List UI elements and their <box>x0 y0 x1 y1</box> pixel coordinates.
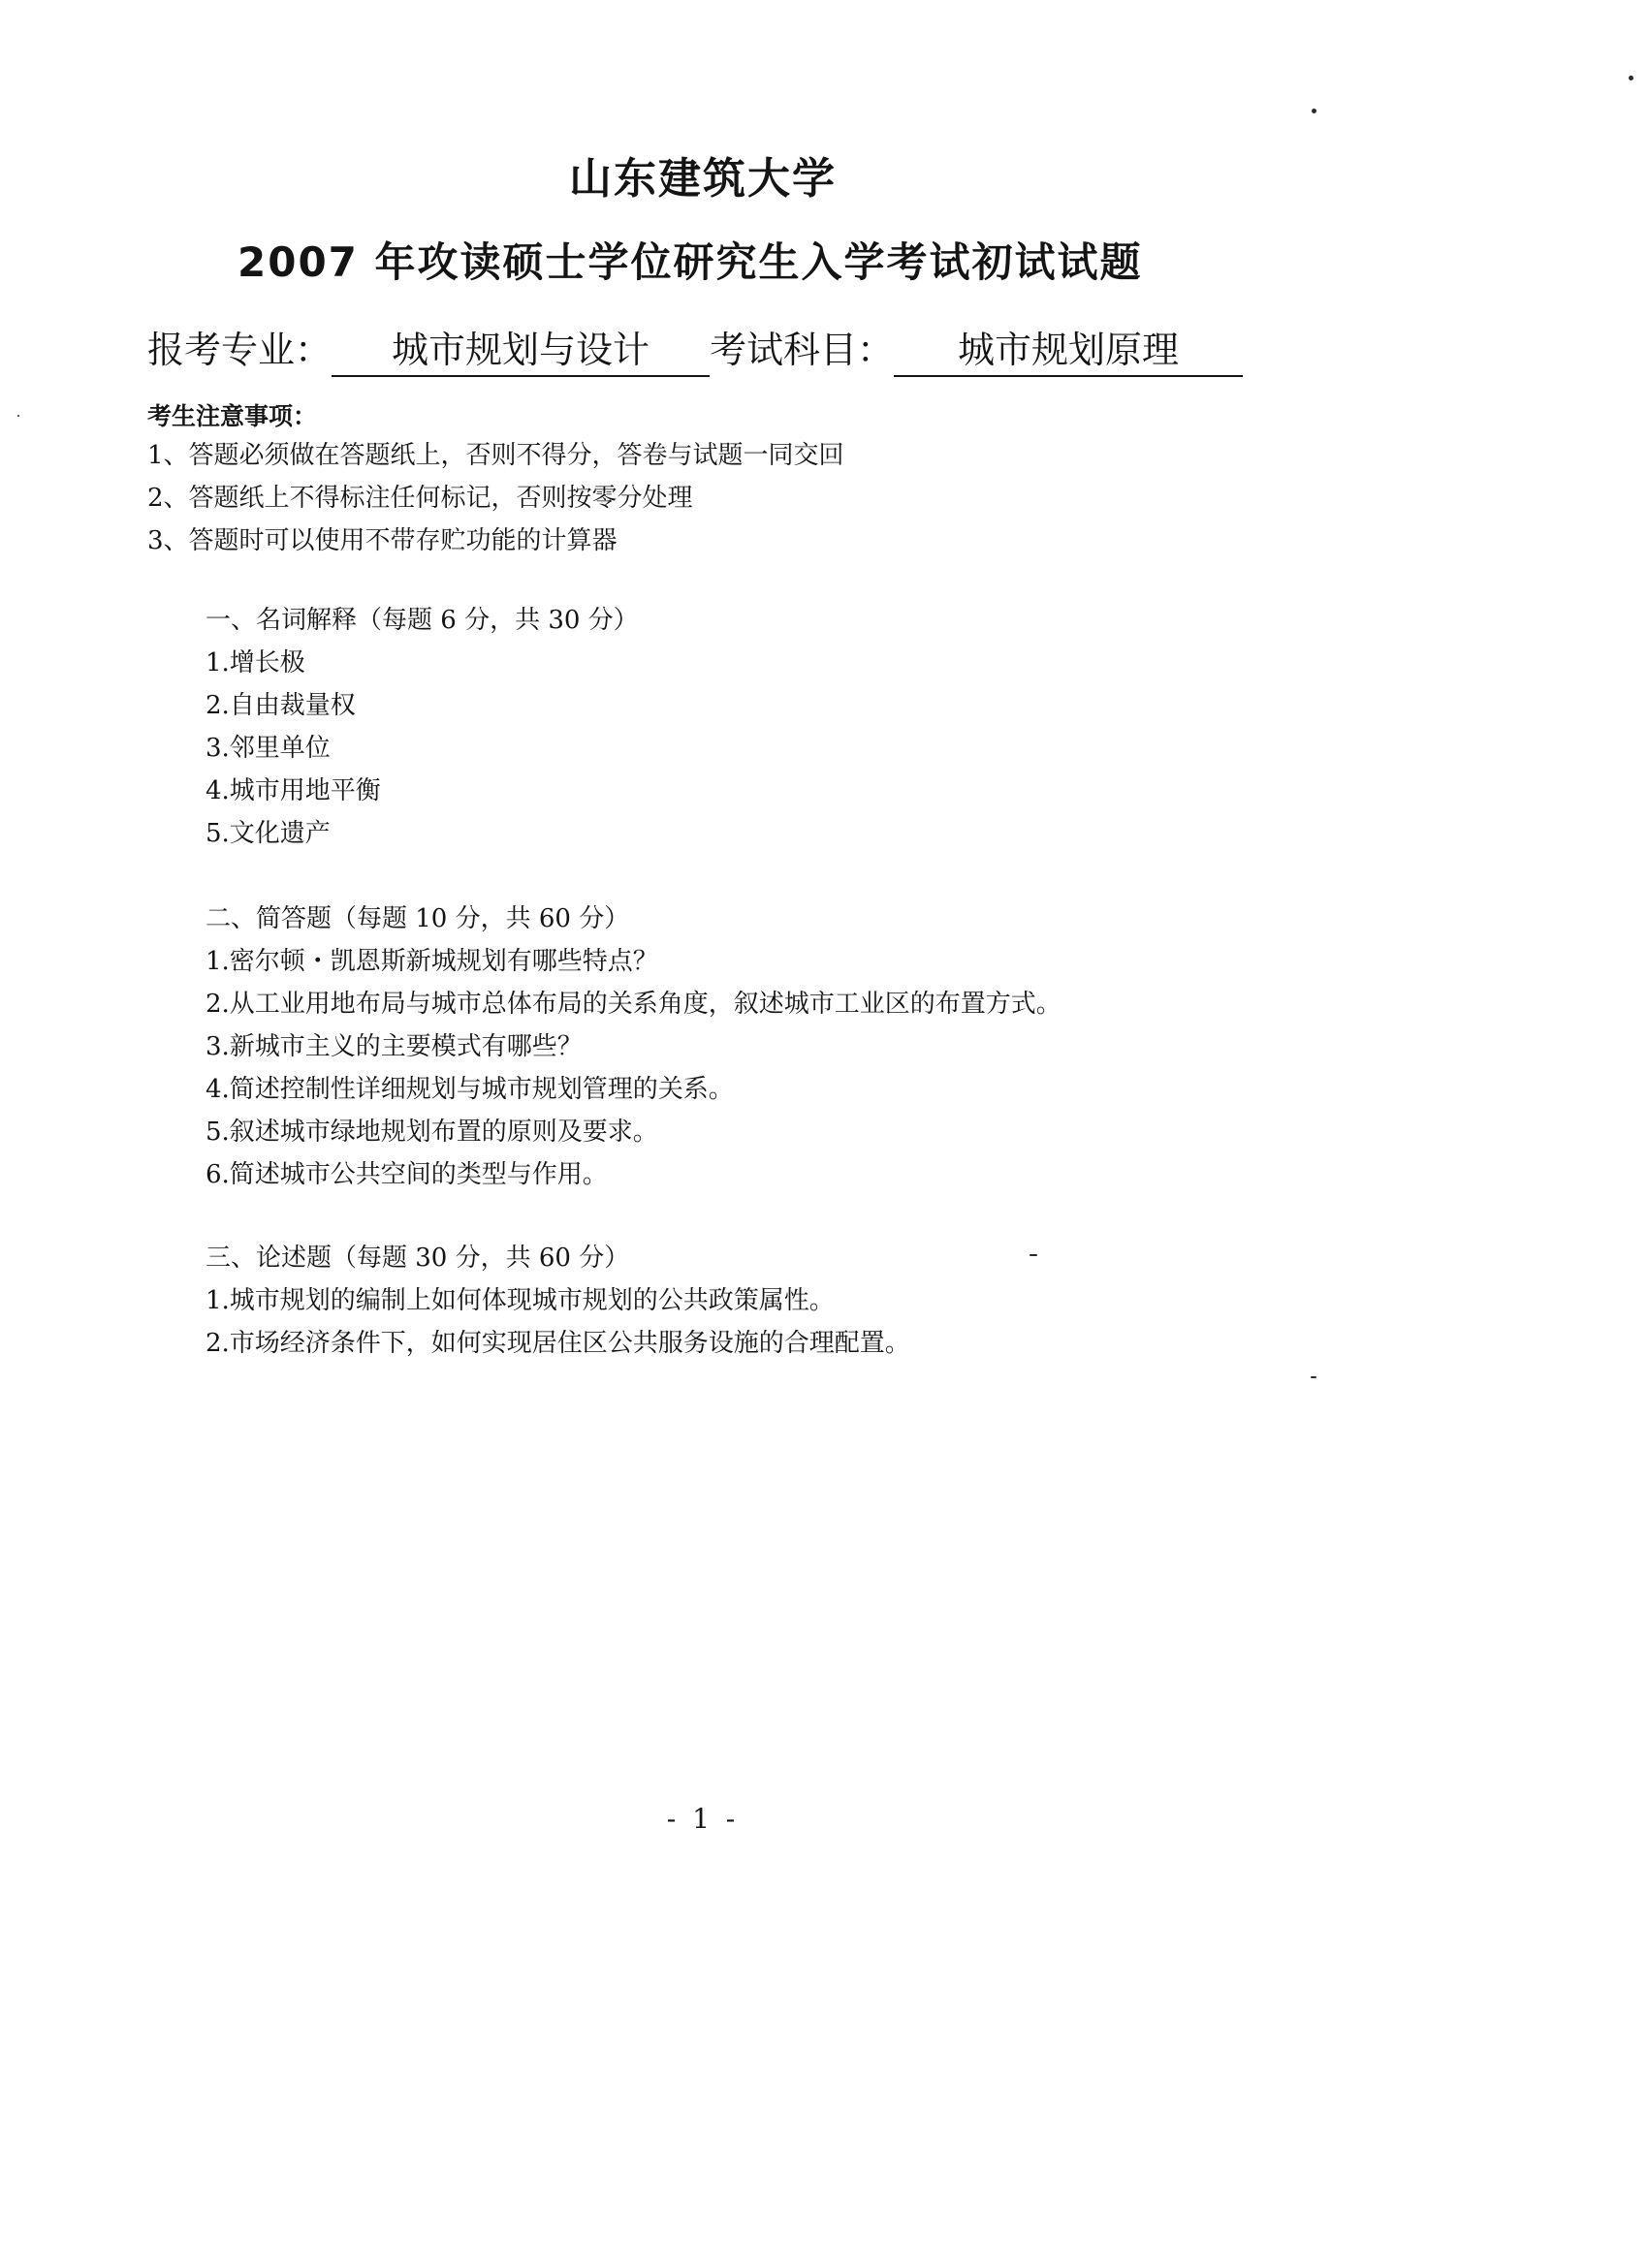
question-item: 6.简述城市公共空间的类型与作用。 <box>206 1160 608 1189</box>
question-item: 2.自由裁量权 <box>206 691 356 720</box>
question-item: 3.邻里单位 <box>206 734 331 763</box>
subject-value: 城市规划原理 <box>894 320 1243 377</box>
question-item: 3.新城市主义的主要模式有哪些？ <box>206 1032 583 1061</box>
question-item: 1.密尔顿・凯恩斯新城规划有哪些特点？ <box>206 947 658 976</box>
scan-speck <box>17 415 19 417</box>
section-terms <box>206 599 639 855</box>
question-list <box>206 1279 910 1365</box>
question-list <box>206 940 1062 1196</box>
question-item: 2.市场经济条件下，如何实现居住区公共服务设施的合理配置。 <box>206 1329 910 1358</box>
subject-label: 考试科目： <box>710 329 895 371</box>
section-title: 二、简答题（每题 10 分，共 60 分） <box>206 904 630 933</box>
question-list <box>206 642 639 855</box>
scan-speck <box>1312 109 1316 113</box>
note-item: 1、答题必须做在答题纸上，否则不得分，答卷与试题一同交回 <box>147 441 844 470</box>
question-item: 4.城市用地平衡 <box>206 776 381 805</box>
page-number: - 1 - <box>666 1803 740 1835</box>
notes-title: 考生注意事项： <box>147 402 318 430</box>
exam-title: 2007 年攻读硕士学位研究生入学考试初试试题 <box>238 238 1143 286</box>
scan-speck <box>1629 76 1633 80</box>
question-item: 1.城市规划的编制上如何体现城市规划的公共政策属性。 <box>206 1286 835 1315</box>
question-item: 1.增长极 <box>206 648 305 677</box>
note-item: 3、答题时可以使用不带存贮功能的计算器 <box>147 526 618 555</box>
scan-speck <box>1030 1254 1037 1256</box>
question-item: 2.从工业用地布局与城市总体布局的关系角度，叙述城市工业区的布置方式。 <box>206 990 1062 1019</box>
section-title: 三、论述题（每题 30 分，共 60 分） <box>206 1244 630 1273</box>
exam-info-line <box>147 320 1243 377</box>
note-item: 2、答题纸上不得标注任何标记，否则按零分处理 <box>147 484 693 513</box>
question-item: 5.文化遗产 <box>206 819 331 848</box>
question-item: 4.简述控制性详细规划与城市规划管理的关系。 <box>206 1075 734 1104</box>
section-essay <box>206 1237 910 1365</box>
school-name: 山东建筑大学 <box>569 154 837 204</box>
section-short-answer <box>206 898 1062 1196</box>
major-label: 报考专业： <box>147 329 333 371</box>
major-value: 城市规划与设计 <box>332 320 710 377</box>
scan-speck <box>1311 1376 1316 1378</box>
section-title: 一、名词解释（每题 6 分，共 30 分） <box>206 606 639 635</box>
notes-list <box>147 434 844 562</box>
question-item: 5.叙述城市绿地规划布置的原则及要求。 <box>206 1118 658 1147</box>
